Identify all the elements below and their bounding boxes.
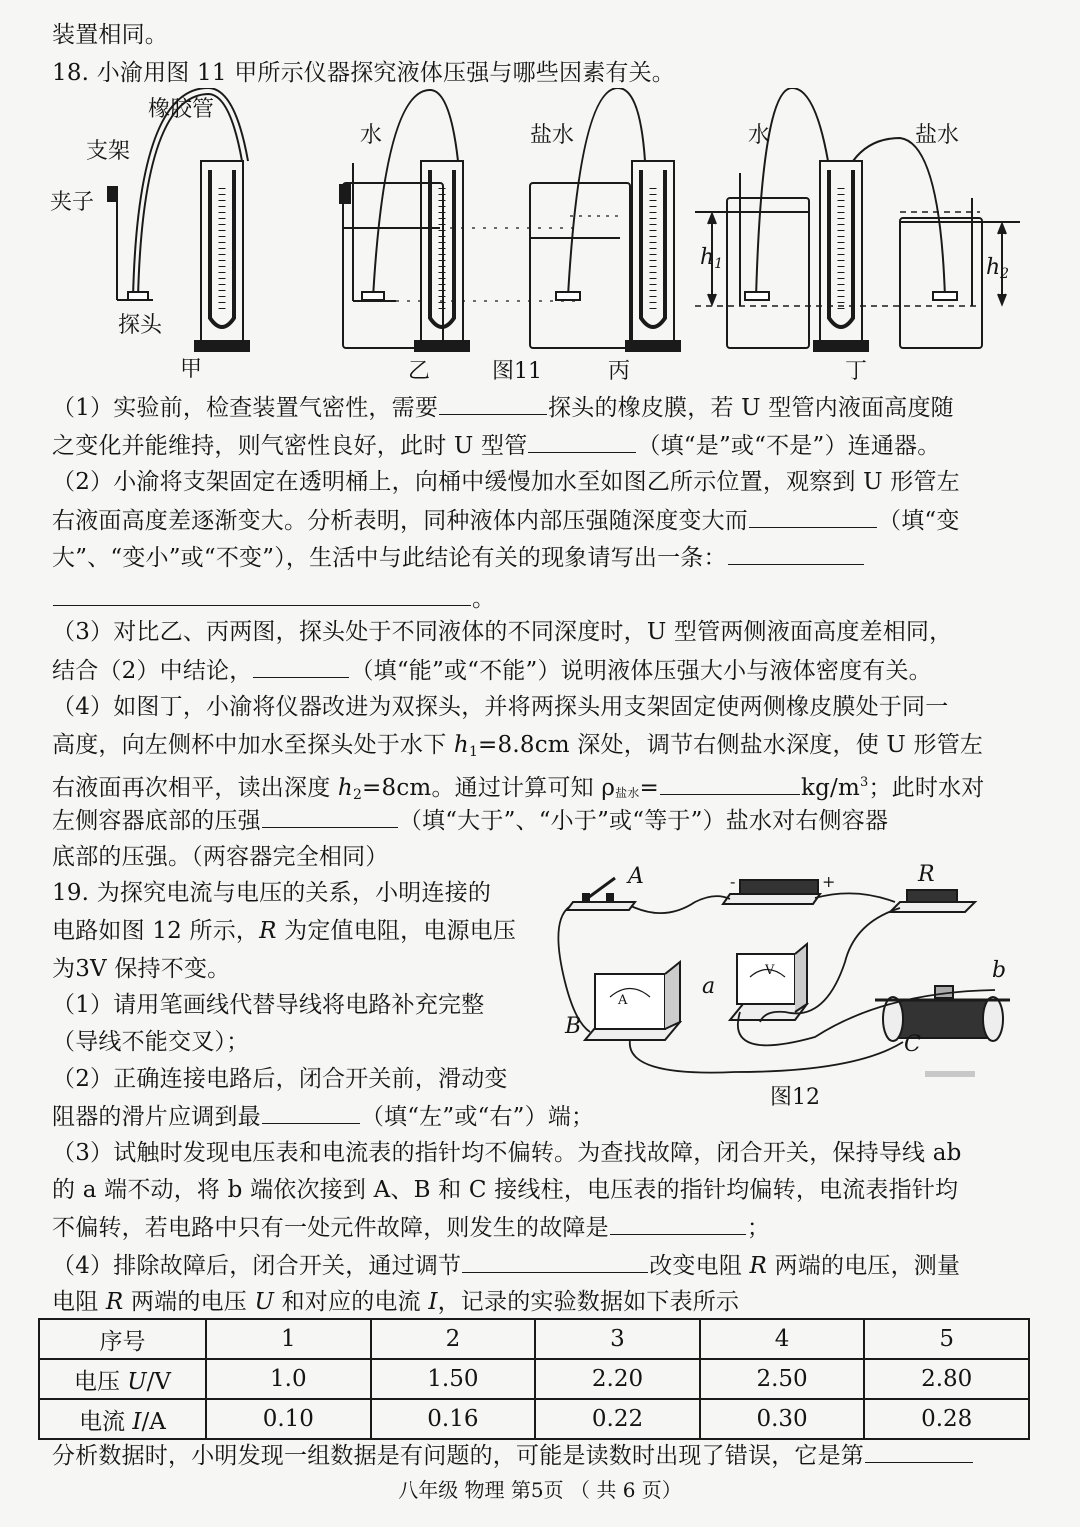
- answer-blank-18-2a[interactable]: [749, 505, 877, 528]
- label-h2: $h_2$: [986, 255, 1010, 282]
- ammeter: [585, 962, 680, 1040]
- q18-part4-line2: 高度，向左侧杯中加水至探头处于水下 $h_1=8.8cm$ 深处，调节右侧盐水深度，使 U 形管左: [52, 732, 984, 760]
- figure-12-circuit: [555, 862, 1025, 1077]
- q19-analysis-line: 分析数据时，小明发现一组数据是有问题的，可能是读数时出现了错误，它是第: [52, 1440, 974, 1471]
- voltmeter-symbol: V: [765, 963, 775, 978]
- answer-blank-19-3[interactable]: [610, 1212, 746, 1235]
- q19-part4-line1: （4）排除故障后，闭合开关，通过调节 改变电阻 R 两端的电压，测量: [52, 1250, 960, 1281]
- q19-part2-line2: 阻器的滑片应调到最 （填“左”或“右”）端；: [52, 1101, 594, 1132]
- battery-minus-label: -: [730, 872, 736, 891]
- q19-part3-line2: 的 a 端不动，将 b 端依次接到 A、B 和 C 接线柱，电压表的指针均偏转，电流表指针均: [52, 1177, 959, 1203]
- q19-number: 19.: [52, 880, 90, 906]
- q19-part1-line2: （导线不能交叉）；: [52, 1029, 250, 1055]
- resistor-R: [890, 890, 975, 912]
- answer-blank-18-1a[interactable]: [439, 392, 547, 415]
- q18-part2-line3: 大”、“变小”或“不变”），生活中与此结论有关的现象请写出一条：: [52, 542, 865, 573]
- answer-blank-18-4b[interactable]: [262, 805, 398, 828]
- panel-label-jia: 甲: [180, 357, 203, 382]
- q18-part1-line2: 之变化并能维持，则气密性良好，此时 U 型管 （填“是”或“不是”）连通器。: [52, 430, 940, 461]
- panel-label-bing: 丙: [608, 359, 631, 384]
- terminal-label-C: C: [904, 1032, 921, 1057]
- q18-part2-line1: （2）小渝将支架固定在透明桶上，向桶中缓慢加水至如图乙所示位置，观察到 U 形管左: [52, 469, 960, 495]
- q18-part2-line4: 。: [52, 583, 495, 614]
- answer-blank-19-5[interactable]: [865, 1440, 973, 1463]
- figure-12-caption: 图12: [770, 1085, 820, 1110]
- label-water-yi: 水: [360, 123, 383, 148]
- q19-stem-line3: 为3V 保持不变。: [52, 956, 231, 982]
- answer-blank-18-3[interactable]: [253, 655, 349, 678]
- q18-part4-line3: 右液面再次相平，读出深度 $h_2=8cm$。通过计算可知 ρ盐水= $kg/m^3$；此时水对: [52, 768, 984, 810]
- q18-part1-line1: （1）实验前，检查装置气密性，需要 探头的橡皮膜，若 U 型管内液面高度随: [52, 392, 954, 423]
- panel-label-ding: 丁: [845, 359, 868, 384]
- battery: [723, 880, 820, 904]
- q19-part3-line3: 不偏转，若电路中只有一处元件故障，则发生的故障是 ；: [52, 1212, 770, 1243]
- label-water-ding: 水: [748, 123, 771, 148]
- q18-part4-line4: 左侧容器底部的压强 （填“大于”、“小于”或“等于”）盐水对右侧容器: [52, 805, 888, 836]
- answer-blank-18-2b[interactable]: [728, 542, 864, 565]
- q19-part4-line2: 电阻 R 两端的电压 U 和对应的电流 I，记录的实验数据如下表所示: [52, 1289, 740, 1315]
- q18-stem: 18. 小渝用图 11 甲所示仪器探究液体压强与哪些因素有关。: [52, 60, 675, 86]
- page-footer: 八年级 物理 第5页 （ 共 6 页）: [398, 1478, 682, 1502]
- q19-part3-line1: （3）试触时发现电压表和电流表的指针均不偏转。为查找故障，闭合开关，保持导线 ab: [52, 1140, 962, 1166]
- carryover-text: 装置相同。: [52, 22, 168, 48]
- battery-plus-label: +: [822, 872, 836, 891]
- answer-blank-18-4a[interactable]: [660, 772, 800, 795]
- answer-blank-18-2b-cont[interactable]: [53, 583, 471, 606]
- u-tube-manometer-jia: [195, 161, 249, 351]
- label-h1: $h_1$: [700, 245, 724, 272]
- panel-label-yi: 乙: [408, 359, 431, 384]
- q19-stem-line1: 19. 为探究电流与电压的关系，小明连接的: [52, 880, 492, 906]
- terminal-label-B: B: [565, 1014, 582, 1039]
- q18-part4-line1: （4）如图丁，小渝将仪器改进为双探头，并将两探头用支架固定使两侧橡皮膜处于同一: [52, 694, 949, 720]
- voltmeter: [730, 944, 807, 1020]
- q18-number: 18.: [52, 60, 90, 86]
- wire-end-label-b: b: [992, 958, 1007, 983]
- switch-A: [567, 878, 635, 910]
- label-saltwater-ding: 盐水: [915, 123, 960, 148]
- q18-part3-line1: （3）对比乙、丙两图，探头处于不同液体的不同深度时，U 型管两侧液面高度差相同，: [52, 619, 953, 645]
- q18-part3-line2: 结合（2）中结论， （填“能”或“不能”）说明液体压强大小与液体密度有关。: [52, 655, 932, 686]
- q19-part1-line1: （1）请用笔画线代替导线将电路补充完整: [52, 992, 485, 1018]
- resistor-label-R: R: [918, 862, 935, 887]
- table-row-voltage: 电压 U/V 1.0 1.50 2.20 2.50 2.80: [39, 1359, 1029, 1399]
- terminal-label-A: A: [628, 864, 644, 889]
- ammeter-symbol: A: [618, 993, 628, 1008]
- wire-end-label-a: a: [702, 974, 716, 999]
- answer-blank-19-4[interactable]: [462, 1250, 648, 1273]
- q18-part2-line2: 右液面高度差逐渐变大。分析表明，同种液体内部压强随深度变大而 （填“变: [52, 505, 960, 536]
- label-stand: 支架: [86, 139, 131, 164]
- q18-part4-line5: 底部的压强。（两容器完全相同）: [52, 844, 389, 870]
- label-probe: 探头: [118, 313, 163, 338]
- q19-part2-line1: （2）正确连接电路后，闭合开关前，滑动变: [52, 1066, 508, 1092]
- q19-stem-line2: 电路如图 12 所示，R 为定值电阻，电源电压: [52, 918, 517, 944]
- label-rubber-tube: 橡胶管: [148, 97, 215, 122]
- label-clip: 夹子: [50, 190, 95, 215]
- data-table: [38, 1318, 1030, 1440]
- answer-blank-18-1b[interactable]: [528, 430, 636, 453]
- label-saltwater-bing: 盐水: [530, 123, 575, 148]
- table-row-current: 电流 I/A 0.10 0.16 0.22 0.30 0.28: [39, 1399, 1029, 1439]
- answer-blank-19-2[interactable]: [262, 1101, 360, 1124]
- table-header-row: 序号 1 2 3 4 5: [39, 1319, 1029, 1359]
- figure-11-caption: 图11: [492, 359, 542, 384]
